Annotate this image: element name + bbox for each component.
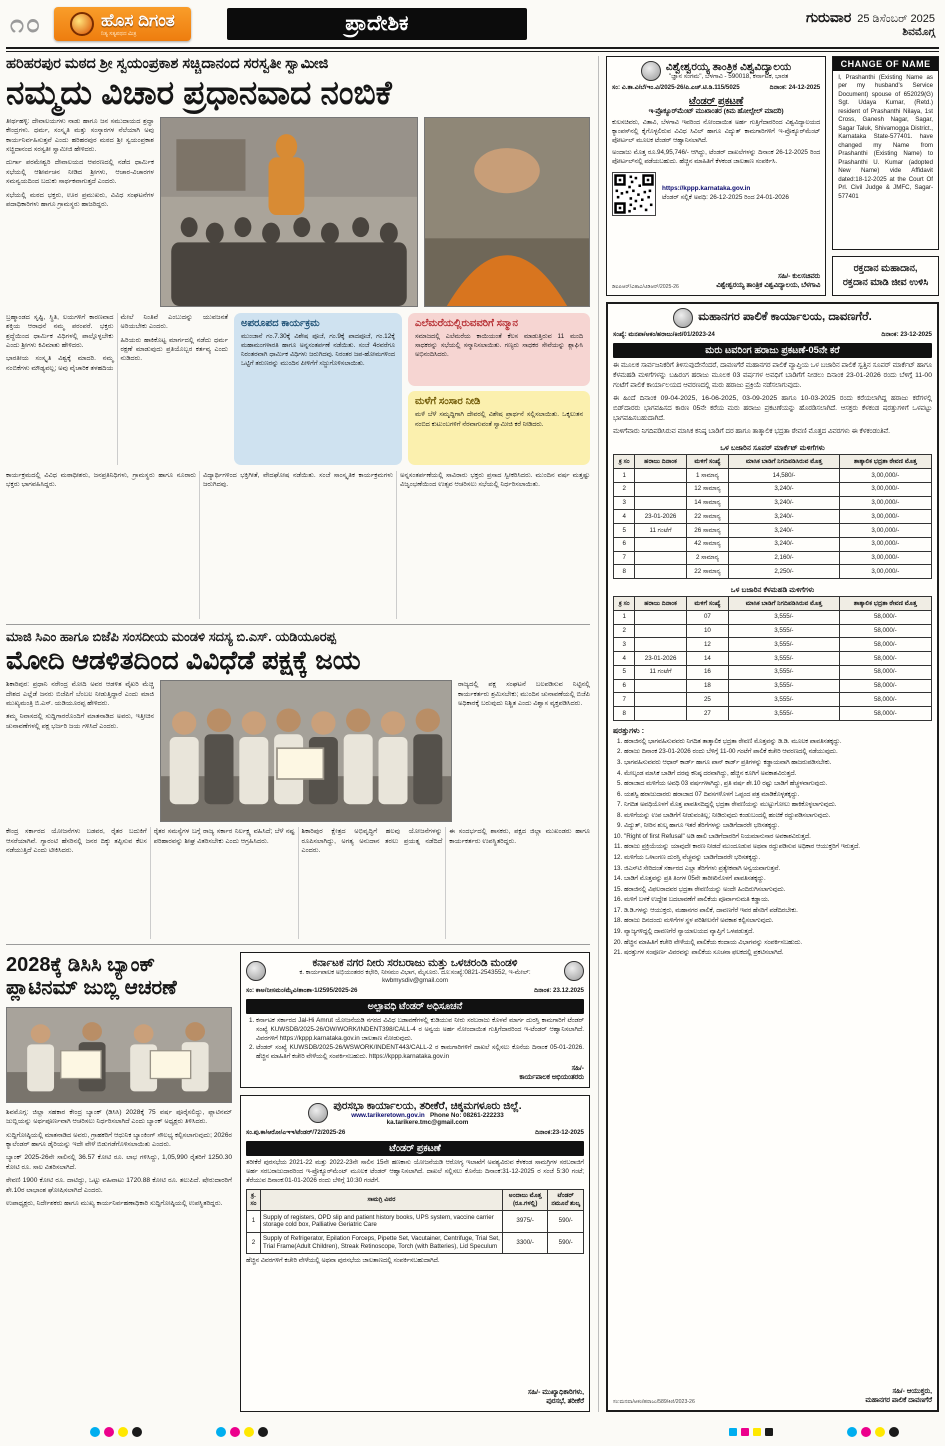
highlight-box-program (234, 313, 402, 465)
davangere-table-row: 7 25 3,555/- 58,000/- (614, 693, 932, 707)
kuwsdb-sign-title: ಕಾರ್ಯಪಾಲಕ ಅಭಿಯಂತರರು (519, 1073, 584, 1081)
article1-main-photo (160, 117, 418, 307)
highlight-box-title: ಮಳೆಗೆ ಸಂಸಾರ ನೀಡಿ (415, 396, 481, 408)
vtu-tender-notice (606, 56, 826, 296)
vtu-date: ದಿನಾಂಕ: 24-12-2025 (769, 84, 821, 92)
davangere-table-row: 6 42 ಸಾಮಾನ್ಯ 3,240/- 3,00,000/- (614, 537, 932, 551)
color-dot-icon (875, 1427, 885, 1437)
davangere-table-row: 2 10 3,555/- 58,000/- (614, 624, 932, 638)
article1-portrait-photo (424, 117, 590, 307)
section-divider (6, 624, 590, 625)
highlight-box-text: ಮಳೆ ಬೆಳೆ ಸಮೃದ್ಧಿಗಾಗಿ ದೇವರಲ್ಲಿ ವಿಶೇಷ ಪ್ರಾರ್ಥನೆ ಸಲ್ಲಿಸಲಾಯಿತು. ಒಕ್ಕಲುತನ ನಂಬಿದ ಕುಟುಂಬಗಳಿಗೆ ನೆರವಾಗುವಂತೆ ಸ್ವಾಮೀಜಿ ಕರೆ ನೀಡಿದರು. (415, 411, 583, 428)
tarikere-date: ದಿನಾಂಕ:23-12-2025 (535, 1128, 584, 1136)
blood-donation-line1: ರಕ್ತದಾನ ಮಹಾದಾನ, (853, 262, 918, 274)
tarikere-table-header: ಟೆಂಡರ್ ನಮೂನೆ ಶುಲ್ಕ (548, 1189, 584, 1211)
color-dot-icon (216, 1427, 226, 1437)
highlight-box-felicitation (408, 313, 590, 387)
davangere-table-header: ತಾತ್ಕಾಲಿಕ ಭದ್ರತಾ ಠೇವಣಿ ಮೊತ್ತ (839, 455, 931, 469)
color-dot-icon (244, 1427, 254, 1437)
section-divider (6, 944, 590, 945)
davangere-term-item: 13. ಜಿಎಸ್‌ಟಿ ಸೇರಿದಂತೆ ಸರ್ಕಾರದ ಎಲ್ಲಾ ತೆರಿಗೆಗಳು ಪ್ರತ್ಯೇಕವಾಗಿ ಅನ್ವಯವಾಗುತ್ತವೆ. (624, 864, 932, 873)
davangere-terms-list (624, 737, 932, 959)
logo-sun-emblem-icon (70, 12, 94, 36)
qr-code-icon (612, 172, 656, 216)
davangere-intro (613, 361, 932, 440)
article2-paragraph: ರಾಜ್ಯದಲ್ಲಿ ಪಕ್ಷ ಸಂಘಟನೆ ಬಲಪಡಿಸುವ ನಿಟ್ಟಿನಲ್ಲಿ ಕಾರ್ಯಕರ್ತರು ಶ್ರಮಿಸಬೇಕು; ಮುಂದಿನ ಚುನಾವಣೆಯಲ್ಲಿ ಬಿಜೆಪಿ ಅಧಿಕಾರಕ್ಕೆ ಬರುವುದು ನಿಶ್ಚಿತ ಎಂದು ವಿಶ್ವಾಸ ವ್ಯಕ್ತಪಡಿಸಿದರು. (458, 681, 590, 707)
tarikere-table-row: 1 Supply of registers, OPD slip and patient history books, UPS system, vaccine carrier storage cold box, Palliative Geriatric Care 3975/- 590/- (247, 1211, 584, 1233)
davangere-intro-paragraph: ಈ ಮೂಲಕ ಸಾರ್ವಜನಿಕರಿಗೆ ತಿಳಿಸುವುದೇನೆಂದರೆ, ದಾವಣಗೆರೆ ಮಹಾನಗರ ಪಾಲಿಕೆ ವ್ಯಾಪ್ತಿಯ ಒಳ ಬಜಾರಿನ ಪಾಲಿಕೆ ಸ್ವತ್ತಿನ ಸೂಪರ್ ಮಾರ್ಕೆಟ್ ಹಾಗೂ ಕೆಳಮಹಡಿ ಮಳಿಗೆಗಳನ್ನು ಬಹಿರಂಗ ಹರಾಜು ಮೂಲಕ 03 ವರ್ಷಗಳ ಅವಧಿಗೆ ಬಾಡಿಗೆಗೆ ನೀಡಲು ದಿನಾಂಕ 23-01-2026 ರಂದು ಬೆಳಿಗ್ಗೆ 11-00 ಗಂಟೆಗೆ ಪಾಲಿಕೆ ಕಾರ್ಯಾಲಯದ ಆವರಣದಲ್ಲಿ ಮರು ಹರಾಜು ಪ್ರಕ್ರಿಯೆ ನಡೆಸಲಾಗುವುದು. (613, 362, 932, 390)
cmyk-dots-left-1 (88, 1427, 144, 1437)
blood-donation-appeal (832, 256, 939, 297)
davangere-term-item: 20. ಹೆಚ್ಚಿನ ಮಾಹಿತಿಗೆ ಕಚೇರಿ ವೇಳೆಯಲ್ಲಿ ಪಾಲಿಕೆಯ ಕಂದಾಯ ವಿಭಾಗವನ್ನು ಸಂಪರ್ಕಿಸಬಹುದು. (624, 938, 932, 947)
davangere-ref-number: ಸಂಖ್ಯೆ: ಮನಪಾ/ಆಕಂ/ಹರಾಜು/ಕಿಣಿ/01/2023-24 (613, 331, 715, 338)
article2-paragraph: ರೈತರ ಸಮಸ್ಯೆಗಳ ಬಗ್ಗೆ ರಾಜ್ಯ ಸರ್ಕಾರ ನಿರ್ಲಕ್ಷ್ಯ ವಹಿಸಿದೆ; ಬೆಳೆ ನಷ್ಟ ಪರಿಹಾರವನ್ನು ಶೀಘ್ರ ವಿತರಿಸಬೇಕು ಎಂದು ಆಗ್ರಹಿಸಿದರು. (153, 828, 295, 845)
article3-photo (6, 1007, 232, 1103)
article2-paragraph: ಶಿಕಾರಿಪುರ ಕ್ಷೇತ್ರದ ಅಭಿವೃದ್ಧಿಗೆ ಹಲವು ಯೋಜನೆಗಳನ್ನು ರೂಪಿಸಲಾಗಿದ್ದು, ಅಗತ್ಯ ಅನುದಾನ ತರಲು ಪ್ರಯತ್ನ ನಡೆದಿದೆ ಎಂದರು. (301, 828, 443, 854)
article3-paragraph: ಉಪಾಧ್ಯಕ್ಷರು, ನಿರ್ದೇಶಕರು ಹಾಗೂ ಮುಖ್ಯ ಕಾರ್ಯನಿರ್ವಹಣಾಧಿಕಾರಿ ಸುದ್ದಿಗೋಷ್ಠಿಯಲ್ಲಿ ಉಪಸ್ಥಿತರಿದ್ದರು. (6, 1199, 223, 1207)
davangere-sign-title: ಮಹಾನಗರ ಪಾಲಿಕೆ ದಾವಣಗೆರೆ (865, 1397, 932, 1405)
davangere-term-item: 8. ಮಳಿಗೆಯನ್ನು ಉಪ ಬಾಡಿಗೆಗೆ ನೀಡುವಂತಿಲ್ಲ; ನೀಡಿರುವುದು ಕಂಡುಬಂದಲ್ಲಿ ಹಂಚಿಕೆ ರದ್ದುಪಡಿಸಲಾಗುವುದು. (624, 811, 932, 820)
crowd-photo-illustration (161, 118, 417, 306)
tarikere-table-header: ಸಾಮಗ್ರಿ ವಿವರ (261, 1189, 503, 1211)
highlight-box-title: ಅಪರೂಪದ ಕಾರ್ಯಕ್ರಮ (241, 317, 320, 329)
kuwsdb-office-address: ಕ. ಕಾರ್ಯಪಾಲಕ ಅಭಿಯಂತರರ ಕಛೇರಿ, ನೀಸಮಂ ವಿಭಾಗ, ಮೈಸೂರು. ದೂ:ಸಂಖ್ಯೆ:0821-2543552, ಇ-ಮೇಲ್: kwbmysdiv@gmail.com (299, 969, 531, 985)
article3-paragraph: ಠೇವಣಿ 1900 ಕೋಟಿ ರೂ. ದಾಟಿದ್ದು, ಒಟ್ಟು ವಹಿವಾಟು 1720.88 ಕೋಟಿ ರೂ. ತಲುಪಿದೆ. ಷೇರುದಾರರಿಗೆ ಶೇ.10ರ ಲಾಭಾಂಶ ಘೋಷಿಸಲಾಗಿದೆ ಎಂದರು. (6, 1177, 232, 1194)
davangere-intro-paragraph: ಮಳಿಗೆವಾರು ನಿಗದಿಪಡಿಸಿರುವ ಮಾಸಿಕ ಕನಿಷ್ಠ ಬಾಡಿಗೆ ದರ ಹಾಗೂ ತಾತ್ಕಾಲಿಕ ಭದ್ರತಾ ಠೇವಣಿ ಮೊತ್ತದ ವಿವರಗಳು ಈ ಕೆಳಕಂಡಂತಿವೆ. (613, 428, 891, 436)
politicians-photo-illustration (161, 681, 451, 821)
color-square-icon (765, 1428, 773, 1436)
vtu-portal-link[interactable]: https://kppp.karnataka.gov.in (662, 184, 751, 192)
mid-ads-column (240, 952, 590, 1412)
davangere-term-item: 14. ಬಾಡಿಗೆ ಮೊತ್ತವನ್ನು ಪ್ರತಿ ತಿಂಗಳ 05ನೇ ತಾರೀಖಿನೊಳಗೆ ಪಾವತಿಸತಕ್ಕದ್ದು. (624, 874, 932, 883)
color-dot-icon (847, 1427, 857, 1437)
davangere-groundfloor-table (613, 596, 932, 721)
vtu-org-name: ವಿಶ್ವೇಶ್ವರಯ್ಯ ತಾಂತ್ರಿಕ ವಿಶ್ವವಿದ್ಯಾಲಯ (665, 61, 792, 73)
page-number: ೧೦ (10, 9, 43, 38)
vtu-ref-number: ಸಂ: ವಿ.ತಾ.ವಿ/ಬೆ/ಇಂ.ವಿ/2025-26/ಪಿ.ಎಚ್.ಟಿ.ಡಿ.115/5025 (612, 84, 740, 92)
article1-paragraph: ವಿದ್ಯಾರ್ಥಿಗಳಿಂದ ಭಕ್ತಿಗೀತೆ, ವೇದಘೋಷ ನಡೆಯಿತು. ಸಂಜೆ ಸಾಂಸ್ಕೃತಿಕ ಕಾರ್ಯಕ್ರಮಗಳು ಜರುಗಿದವು. (203, 471, 393, 489)
kuwsdb-tender-notice (240, 952, 590, 1087)
davangere-term-item: 5. ಹರಾಜಾದ ಮಳಿಗೆಯ ಅವಧಿ 03 ವರ್ಷಗಳಾಗಿದ್ದು, ಪ್ರತಿ ವರ್ಷ ಶೇ.10 ರಷ್ಟು ಬಾಡಿಗೆ ಹೆಚ್ಚಳವಾಗುವುದು. (624, 779, 932, 788)
article1-paragraph: ಕಾರ್ಯಕ್ರಮದಲ್ಲಿ ವಿವಿಧ ಮಠಾಧೀಶರು, ಜನಪ್ರತಿನಿಧಿಗಳು, ಗ್ರಾಮಸ್ಥರು ಹಾಗೂ ನೂರಾರು ಭಕ್ತರು ಭಾಗವಹಿಸಿದ್ದರು. (6, 471, 196, 489)
tarikere-intro: ತರೀಕೆರೆ ಪುರಸಭೆಯ 2021-22 ಮತ್ತು 2022-23ನೇ ಸಾಲಿನ 15ನೇ ಹಣಕಾಸು ಯೋಜನೆಯಡಿ ಆರೋಗ್ಯ ಇಲಾಖೆಗೆ ಅವಶ್ಯವಿರುವ ಕೆಳಕಂಡ ಸಾಮಗ್ರಿಗಳ ಸರಬರಾಜಿಗೆ ಅರ್ಹ ಸರಬರಾಜುದಾರರಿಂದ ಇ-ಪ್ರೊಕ್ಯೂರ್‌ಮೆಂಟ್ ಮೂಲಕ ಟೆಂಡರ್ ಆಹ್ವಾನಿಸಲಾಗಿದೆ. ದಾಖಲೆ ಸಲ್ಲಿಸಲು ಕೊನೆಯ ದಿನಾಂಕ:31-12-2025 ರ ಸಂಜೆ 5:30 ಗಂಟೆ; ತೆರೆಯುವ ದಿನಾಂಕ:01-01-2026 ರಂದು ಬೆಳಿಗ್ಗೆ 10:30 ಗಂಟೆಗೆ. (246, 1158, 584, 1184)
color-dot-icon (118, 1427, 128, 1437)
davangere-table-header: ಮಳಿಗೆ ಸಂಖ್ಯೆ (686, 597, 728, 611)
tarikere-table-header: ಅಂದಾಜು ಮೊತ್ತ (ರೂ.ಗಳಲ್ಲಿ) (503, 1189, 548, 1211)
davangere-table-header-row (614, 455, 932, 469)
davangere-term-item: 19. ವ್ಯಾಜ್ಯಗಳಿದ್ದಲ್ಲಿ ದಾವಣಗೆರೆ ನ್ಯಾಯಾಲಯದ ವ್ಯಾಪ್ತಿಗೆ ಒಳಪಡುತ್ತದೆ. (624, 927, 932, 936)
print-registration-marks (0, 1427, 945, 1437)
vtu-tender-period: ಟೆಂಡರ್ ಸಲ್ಲಿಕೆ ಅವಧಿ: 26-12-2025 ರಿಂದ 24-01-2026 (662, 193, 789, 201)
highlight-box-text: ಮುಂಜಾನೆ ಗಂ.7.30ಕ್ಕೆ ವಿಶೇಷ ಪೂಜೆ, ಗಂ.9ಕ್ಕೆ ಪಾದಪೂಜೆ, ಗಂ.12ಕ್ಕೆ ಮಹಾಮಂಗಳಾರತಿ ಹಾಗೂ ಅನ್ನಸಂತರ್ಪಣೆ ನಡೆಯಿತು. ಸಂಜೆ 4ರವರೆಗೂ ನಿರಂತರವಾಗಿ ಧಾರ್ಮಿಕ ವಿಧಿಗಳು ಜರುಗಿದವು. ನಿರಂತರ ಜಪ-ಹೋಮಗಳಿಂದ ಒಟ್ಟಿಗೆ ತರುಣರನ್ನು ಮುಂದಿನ ಪೀಳಿಗೆಗೆ ಸಜ್ಜುಗೊಳಿಸಲಾಯಿತು. (241, 332, 395, 368)
tarikere-items-table (246, 1189, 584, 1255)
color-dot-icon (889, 1427, 899, 1437)
davangere-sign: ಸಹಿ/- ಆಯುಕ್ತರು, (892, 1388, 932, 1396)
edition-name: ಶಿವಮೊಗ್ಗ (902, 26, 935, 39)
davangere-intro-paragraph: ಈ ಹಿಂದೆ ದಿನಾಂಕ 09-04-2025, 16-06-2025, 03-09-2025 ಹಾಗೂ 10-03-2025 ರಂದು ಕರೆಯಲಾಗಿದ್ದ ಹರಾಜು ಕರೆಗಳಲ್ಲಿ ಬಿಡ್‌ದಾರರು ಭಾಗವಹಿಸದ ಕಾರಣ 05ನೇ ಕರೆಯ ಮರು ಹರಾಜು ಪ್ರಕಟಣೆಯನ್ನು ಹೊರಡಿಸಲಾಗಿದೆ. ಆಸಕ್ತರು ಕೆಳಕಂಡ ಷರತ್ತುಗಳಿಗೆ ಒಳಪಟ್ಟು ಭಾಗವಹಿಸಬಹುದಾಗಿದೆ. (613, 395, 932, 423)
davangere-table-row: 4 23-01-2026 14 3,555/- 58,000/- (614, 652, 932, 666)
article3-body (6, 1108, 232, 1412)
blood-donation-line2: ರಕ್ತದಾನ ಮಾಡಿ ಜೀವ ಉಳಿಸಿ (842, 276, 929, 288)
newspaper-logo (54, 7, 191, 41)
tarikere-email: ka.tarikere.tmc@gmail.com (386, 1118, 469, 1126)
press-meet-photo-illustration (7, 1008, 231, 1102)
vtu-footnote: ಡಿಐಪಿಆರ್/ವಿತಾವಿ/ಟಿಡಿಆರ್/2025-26 (612, 284, 679, 290)
article3-paragraph: ಶಿವಮೊಗ್ಗ: ಜಿಲ್ಲಾ ಸಹಕಾರ ಕೇಂದ್ರ ಬ್ಯಾಂಕ್ (ಡಿಸಿಸಿ) 2028ಕ್ಕೆ 75 ವರ್ಷ ಪೂರೈಸಲಿದ್ದು, ಪ್ಲಾಟಿನಮ್ ಜುಬ್ಲಿಯನ್ನು ಅರ್ಥಪೂರ್ಣವಾಗಿ ಆಚರಿಸಲು ನಿರ್ಧರಿಸಲಾಗಿದೆ ಎಂದು ಬ್ಯಾಂಕ್ ಅಧ್ಯಕ್ಷರು ತಿಳಿಸಿದರು. (6, 1109, 232, 1126)
tarikere-note: ಹೆಚ್ಚಿನ ವಿವರಗಳಿಗೆ ಕಚೇರಿ ವೇಳೆಯಲ್ಲಿ ಅಥವಾ ಪುರಸಭೆಯ ಜಾಲತಾಣದಲ್ಲಿ ಸಂಪರ್ಕಿಸಬಹುದಾಗಿದೆ. (246, 1257, 440, 1264)
article3-headline: 2028ಕ್ಕೆ ಡಿಸಿಸಿ ಬ್ಯಾಂಕ್ ಪ್ಲಾಟಿನಮ್ ಜುಬ್ಲಿ ಆಚರಣೆ (6, 954, 177, 999)
davangere-table-row: 5 11 ಗಂಟೆಗೆ 16 3,555/- 58,000/- (614, 665, 932, 679)
article1-paragraph: ಅನ್ನಸಂತರ್ಪಣೆಯಲ್ಲಿ ಸಾವಿರಾರು ಭಕ್ತರು ಪ್ರಸಾದ ಸ್ವೀಕರಿಸಿದರು. ಮುಂದಿನ ವರ್ಷ ಮತ್ತಷ್ಟು ವಿಜೃಂಭಣೆಯಿಂದ ಉತ್ಸವ ಆಚರಿಸಲು ಸಭೆಯಲ್ಲಿ ನಿರ್ಧರಿಸಲಾಯಿತು. (400, 471, 590, 489)
davangere-table-header: ಕ್ರ ಸಂ (614, 597, 635, 611)
article-swamiji (6, 56, 590, 619)
davangere-date: ದಿನಾಂಕ: 23-12-2025 (881, 331, 932, 338)
davangere-table-row: 1 07 3,555/- 58,000/- (614, 610, 932, 624)
article2-paragraph: ಶಿಕಾರಿಪುರ: ಪ್ರಧಾನಿ ನರೇಂದ್ರ ಮೋದಿ ಅವರ ಆಡಳಿತ ವೈಖರಿ ಮೆಚ್ಚಿ ದೇಶದ ಎಲ್ಲೆಡೆ ಜನರು ಬಿಜೆಪಿಗೆ ಬೆಂಬಲ ನೀಡುತ್ತಿದ್ದಾರೆ ಎಂದು ಮಾಜಿ ಮುಖ್ಯಮಂತ್ರಿ ಬಿ.ಎಸ್. ಯಡಿಯೂರಪ್ಪ ಹೇಳಿದರು. (6, 681, 154, 707)
davangere-supermarket-table (613, 454, 932, 579)
vtu-address: "ಜ್ಞಾನ ಸಂಗಮ", ಬೆಳಗಾವಿ - 590018, ಕರ್ನಾಟಕ, ಭಾರತ (668, 73, 789, 81)
davangere-terms-title: ಷರತ್ತುಗಳು : (613, 725, 645, 735)
davangere-table1-body (614, 469, 932, 579)
davangere-table-row: 3 12 3,555/- 58,000/- (614, 638, 932, 652)
change-of-name-header: CHANGE OF NAME (833, 57, 938, 71)
davangere-table2-body (614, 610, 932, 720)
article-dcc-bank (6, 952, 232, 1412)
header-rule (6, 47, 939, 52)
article2-headline: ಮೋದಿ ಆಡಳಿತದಿಂದ ವಿವಿಧೆಡೆ ಪಕ್ಷಕ್ಕೆ ಜಯ (6, 644, 361, 675)
vtu-sign-title: ವಿಶ್ವೇಶ್ವರಯ್ಯ ತಾಂತ್ರಿಕ ವಿಶ್ವವಿದ್ಯಾಲಯ, ಬೆಳಗಾವಿ (716, 282, 821, 290)
tarikere-website-link[interactable]: www.tarikeretown.gov.in (351, 1111, 425, 1119)
davangere-table1-caption: ಒಳ ಬಜಾರಿನ ಸೂಪರ್ ಮಾರ್ಕೆಟ್ ಮಳಿಗೆಗಳು (720, 443, 825, 453)
cmyk-dots-right (845, 1427, 901, 1437)
davangere-table2-caption: ಒಳ ಬಜಾರಿನ ಕೆಳಮಹಡಿ ಮಳಿಗೆಗಳು (730, 585, 815, 595)
article1-paragraph: ದುರ್ಗಾ ಪರಮೇಶ್ವರಿ ದೇವಾಲಯದ ಆವರಣದಲ್ಲಿ ನಡೆದ ಧಾರ್ಮಿಕ ಸಭೆಯಲ್ಲಿ ಆಶೀರ್ವಚನ ನೀಡಿದ ಶ್ರೀಗಳು, ಆಚಾರ-ವಿಚಾರಗಳ ಸಮನ್ವಯದಿಂದ ಬದುಕು ಸಾರ್ಥಕವಾಗುತ್ತದೆ ಎಂದರು. (6, 159, 154, 186)
color-square-icon (753, 1428, 761, 1436)
vtu-sign: ಸಹಿ/- ಕುಲಸಚಿವರು (777, 273, 821, 281)
article1-paragraph: ಹಿರಿಯರು ಹಾಕಿಕೊಟ್ಟ ಮಾರ್ಗದಲ್ಲಿ ನಡೆದು ಧರ್ಮ ರಕ್ಷಣೆ ಮಾಡುವುದು ಪ್ರತಿಯೊಬ್ಬರ ಕರ್ತವ್ಯ ಎಂದು ನುಡಿದರು. (120, 336, 228, 363)
article1-paragraph: ಬ್ರಹ್ಮಾಂಡದ ಸೃಷ್ಟಿ, ಸ್ಥಿತಿ, ಲಯಗಳಿಗೆ ಕಾರಣವಾದ ಶಕ್ತಿಯ ಆರಾಧನೆ ನಮ್ಮ ಪರಂಪರೆ. ಭಕ್ತರು ಶ್ರದ್ಧೆಯಿಂದ ಧಾರ್ಮಿಕ ವಿಧಿಗಳಲ್ಲಿ ಪಾಲ್ಗೊಳ್ಳಬೇಕು ಎಂದು ಶ್ರೀಗಳು ಕಿವಿಮಾತು ಹೇಳಿದರು. (6, 313, 114, 350)
article2-left-column (6, 680, 154, 822)
tarikere-table-header: ಕ್ರ. ಸಂ (247, 1189, 261, 1211)
cmyk-dots-left-2 (214, 1427, 270, 1437)
section-title: ಪ್ರಾದೇಶಿಕ (227, 8, 527, 40)
editorial-region (6, 56, 590, 1412)
davangere-term-item: 15. ಹರಾಜಿನಲ್ಲಿ ವಿಫಲರಾದವರ ಭದ್ರತಾ ಠೇವಣಿಯನ್ನು ಅಂದೇ ಹಿಂದಿರುಗಿಸಲಾಗುವುದು. (624, 885, 932, 894)
newspaper-title: ಹೊಸ ದಿಗಂತ (101, 10, 175, 30)
davangere-table-row: 4 23-01-2026 22 ಸಾಮಾನ್ಯ 3,240/- 3,00,000/- (614, 510, 932, 524)
davangere-table-header: ಕ್ರ ಸಂ (614, 455, 635, 469)
vtu-emblem-icon (641, 61, 661, 81)
tarikere-table-header-row (247, 1189, 584, 1211)
davangere-notice-title: ಮರು ಟವರಿಂಗ ಹರಾಜು ಪ್ರಕಟಣೆ-05ನೇ ಕರೆ (613, 343, 932, 358)
vtu-notice-title: ಟೆಂಡರ್ ಪ್ರಕಟಣೆ (689, 96, 744, 108)
davangere-term-item: 2. ಹರಾಜು ದಿನಾಂಕ 23-01-2026 ರಂದು ಬೆಳಿಗ್ಗೆ 11-00 ಗಂಟೆಗೆ ಪಾಲಿಕೆ ಕಚೇರಿ ಆವರಣದಲ್ಲಿ ನಡೆಯುವುದು. (624, 747, 932, 756)
davangere-term-item: 17. ಡಿ.ಡಿ.ಗಳನ್ನು ಆಯುಕ್ತರು, ಮಹಾನಗರ ಪಾಲಿಕೆ, ದಾವಣಗೆರೆ ಇವರ ಹೆಸರಿಗೆ ಪಡೆದಿರಬೇಕು. (624, 906, 932, 915)
article1-mid-columns (6, 313, 228, 465)
change-of-name-text: I, Prashanthi (Existing Name as per my husband's Service Document) spouse of 652029(G) Sgt. Udaya Kumar, (Retd.) resident of Prashanthi Nilaya, 1st Cross, Ganesh Nagar, Sagar, Sagar Taluk, Shivamogga District., Karnataka State-577401. have changed my Name from Prashanthi (Existing Name) to Prashanthi U. Kumar (adopted New Name) vide Affidavit dated:18-12-2025 at the Court Of Prl. Civil Judge & JMFC, Sagar-577401 (838, 74, 933, 200)
article1-paragraph: ತೀರ್ಥಹಳ್ಳಿ: ದೇವಾಲಯಗಳು ನಾಡು ಹಾಗೂ ಜನ ಸಮುದಾಯದ ಶ್ರದ್ಧಾ ಕೇಂದ್ರಗಳು. ಧರ್ಮ, ಸಂಸ್ಕೃತಿ ಮತ್ತು ಸಂಸ್ಕಾರಗಳ ನೆಲೆಯಾಗಿ ಅವು ಕಾರ್ಯನಿರ್ವಹಿಸುತ್ತವೆ ಎಂದು ಹರಿಹರಪುರ ಮಠದ ಶ್ರೀ ಸ್ವಯಂಪ್ರಕಾಶ ಸಚ್ಚಿದಾನಂದ ಸರಸ್ವತೀ ಸ್ವಾಮೀಜಿ ಹೇಳಿದರು. (6, 117, 154, 154)
tarikere-org-name: ಪುರಸಭಾ ಕಾರ್ಯಾಲಯ, ತರೀಕೆರೆ, ಚಿಕ್ಕಮಗಳೂರು ಜಿಲ್ಲೆ. (333, 1099, 522, 1112)
color-dot-icon (104, 1427, 114, 1437)
davangere-term-item: 7. ನಿಗದಿತ ಅವಧಿಯೊಳಗೆ ಮೊತ್ತ ಪಾವತಿಸದಿದ್ದಲ್ಲಿ ಭದ್ರತಾ ಠೇವಣಿಯನ್ನು ಮುಟ್ಟುಗೋಲು ಹಾಕಿಕೊಳ್ಳಲಾಗುವುದು. (624, 800, 932, 809)
color-dot-icon (861, 1427, 871, 1437)
article2-paragraph: ಈ ಸಂದರ್ಭದಲ್ಲಿ ಶಾಸಕರು, ಪಕ್ಷದ ಜಿಲ್ಲಾ ಮುಖಂಡರು ಹಾಗೂ ಕಾರ್ಯಕರ್ತರು ಉಪಸ್ಥಿತರಿದ್ದರು. (449, 828, 590, 845)
davangere-term-item: 11. ಹರಾಜು ಪ್ರಕ್ರಿಯೆಯನ್ನು ಯಾವುದೇ ಕಾರಣ ನೀಡದೆ ಮುಂದೂಡುವ ಅಥವಾ ರದ್ದುಪಡಿಸುವ ಅಧಿಕಾರ ಆಯುಕ್ತರಿಗೆ ಇರುತ್ತದೆ. (624, 842, 932, 851)
davangere-term-item: 12. ಮಳಿಗೆಯ ಒಳಾಂಗಣ ದುರಸ್ತಿ ವೆಚ್ಚವನ್ನು ಬಾಡಿಗೆದಾರರೇ ಭರಿಸತಕ್ಕದ್ದು. (624, 853, 932, 862)
newspaper-tagline: ನಿತ್ಯ ಸತ್ಯಪಥದ ಮಿತ್ರ (101, 30, 137, 37)
article1-lead-column (6, 117, 154, 307)
davangere-term-item: 10. "Right of first Refusal" ಅಡಿ ಹಾಲಿ ಬಾಡಿಗೆದಾರರಿಗೆ ನಿಯಮಾನುಸಾರ ಅವಕಾಶವಿರುತ್ತದೆ. (624, 832, 932, 841)
davangere-org-name: ಮಹಾನಗರ ಪಾಲಿಕೆ ಕಾರ್ಯಾಲಯ, ದಾವಣಗೆರೆ. (698, 311, 872, 324)
masthead (0, 3, 945, 45)
article3-paragraph: ಬ್ಯಾಂಕ್ 2025-26ನೇ ಸಾಲಿನಲ್ಲಿ 36.57 ಕೋಟಿ ರೂ. ಲಾಭ ಗಳಿಸಿದ್ದು, 1,05,990 ರೈತರಿಗೆ 1250.30 ಕೋಟಿ ರೂ. ಸಾಲ ವಿತರಿಸಲಾಗಿದೆ. (6, 1154, 232, 1171)
article3-paragraph: ಸುದ್ದಿಗೋಷ್ಠಿಯಲ್ಲಿ ಮಾತನಾಡಿದ ಅವರು, ಗ್ರಾಹಕರಿಗೆ ಆಧುನಿಕ ಬ್ಯಾಂಕಿಂಗ್ ಸೌಲಭ್ಯ ಕಲ್ಪಿಸಲಾಗುವುದು; 2026ರ ಕ್ಯಾಲೆಂಡರ್ ಹಾಗೂ ಡೈರಿಯನ್ನು ಇದೇ ವೇಳೆ ಬಿಡುಗಡೆಗೊಳಿಸಲಾಯಿತು ಎಂದರು. (6, 1131, 232, 1149)
kuwsdb-right-emblem-icon (564, 961, 584, 981)
color-dot-icon (258, 1427, 268, 1437)
tarikere-tender-notice (240, 1095, 590, 1412)
tarikere-notice-title: ಟೆಂಡರ್ ಪ್ರಕಟಣೆ (246, 1141, 584, 1156)
davangere-table-header: ಮಾಸಿಕ ಬಾಡಿಗೆ ನಿಗದಿಪಡಿಸಿರುವ ಮೊತ್ತ (729, 455, 839, 469)
davangere-auction-notice (606, 302, 939, 1412)
kuwsdb-date: ದಿನಾಂಕ: 23.12.2025 (534, 987, 584, 995)
highlight-box-text: ಸಮಾಜದಲ್ಲಿ ಎಲೆಮರೆಯ ಕಾಯಿಯಂತೆ ಕೆಲಸ ಮಾಡುತ್ತಿರುವ 11 ಮಂದಿ ಸಾಧಕರನ್ನು ಸಭೆಯಲ್ಲಿ ಸನ್ಮಾನಿಸಲಾಯಿತು. ಗಣ್ಯರು ಸಾಧಕರ ಸೇವೆಯನ್ನು ಶ್ಲಾಘಿಸಿ ಅಭಿನಂದಿಸಿದರು. (415, 332, 583, 359)
davangere-table-row: 7 2 ಸಾಮಾನ್ಯ 2,160/- 3,00,000/- (614, 551, 932, 565)
kuwsdb-item: 1. ಕರ್ನಾಟಕ ಸರ್ಕಾರದ Jal-Hi Amrut ಯೋಜನೆಯಡಿ ನಗರದ ವಿವಿಧ ಬಡಾವಣೆಗಳಲ್ಲಿ ಕುಡಿಯುವ ನೀರು ಸರಬರಾಜು ಕೊಳವೆ ಮಾರ್ಗ ದುರಸ್ತಿ ಕಾಮಗಾರಿಗೆ ಟೆಂಡರ್ ಸಂಖ್ಯೆ KUWSDB/2025-26/OW/WORK/INDENT398/CALL-4 ರ ಅನ್ವಯ ಅರ್ಹ ನೋಂದಾಯಿತ ಗುತ್ತಿಗೆದಾರರಿಂದ ಇ-ಟೆಂಡರ್ ಆಹ್ವಾನಿಸಲಾಗಿದೆ. ವಿವರಗಳಿಗೆ https://kppp.karnataka.gov.in ಜಾಲತಾಣ ನೋಡುವುದು. (256, 1017, 584, 1044)
davangere-table-row: 2 12 ಸಾಮಾನ್ಯ 3,240/- 3,00,000/- (614, 482, 932, 496)
davangere-term-item: 9. ವಿದ್ಯುತ್, ನೀರಿನ ಶುಲ್ಕ ಹಾಗೂ ಇತರೆ ತೆರಿಗೆಗಳನ್ನು ಬಾಡಿಗೆದಾರರೇ ಭರಿಸತಕ್ಕದ್ದು. (624, 821, 932, 830)
vtu-body-2: ಅಂದಾಜು ಮೊತ್ತ ರೂ.94,95,746/- ಆಗಿದ್ದು, ಟೆಂಡರ್ ದಾಖಲೆಗಳನ್ನು ದಿನಾಂಕ 26-12-2025 ರಿಂದ ಪೋರ್ಟಲ್‌ನಲ್ಲಿ ಪಡೆಯಬಹುದು. ಹೆಚ್ಚಿನ ಮಾಹಿತಿಗೆ ಕೆಳಕಂಡ ಜಾಲತಾಣ ಸಂಪರ್ಕಿಸಿ. (612, 148, 821, 165)
ads-region (598, 56, 939, 1412)
davangere-term-item: 1. ಹರಾಜಿನಲ್ಲಿ ಭಾಗವಹಿಸುವವರು ನಿಗದಿತ ತಾತ್ಕಾಲಿಕ ಭದ್ರತಾ ಠೇವಣಿ ಮೊತ್ತವನ್ನು ಡಿ.ಡಿ. ಮೂಲಕ ಪಾವತಿಸತಕ್ಕದ್ದು. (624, 737, 932, 746)
publish-date: 25 ಡಿಸೆಂಬರ್ 2025 (857, 12, 935, 25)
cmyk-squares-right (727, 1428, 775, 1436)
kuwsdb-sign: ಸಹಿ/- (571, 1064, 584, 1072)
weekday: ಗುರುವಾರ (806, 8, 852, 25)
davangere-term-item: 18. ಹರಾಜು ದಿನದಂದು ಮಳಿಗೆಗಳ ಸ್ಥಳ ಪರಿಶೀಲನೆಗೆ ಅವಕಾಶ ಕಲ್ಪಿಸಲಾಗುವುದು. (624, 916, 932, 925)
article2-bottom-columns (6, 827, 590, 939)
davangere-table-header: ಹರಾಜು ದಿನಾಂಕ (635, 597, 686, 611)
kuwsdb-ref-number: ಸಂ: ಕಾಅ/ನೀಸಮಂ/ಮೈವಿ/ತಾಂಶಾ-1/2595/2025-26 (246, 987, 358, 995)
davangere-table-row: 3 14 ಸಾಮಾನ್ಯ 3,240/- 3,00,000/- (614, 496, 932, 510)
color-square-icon (729, 1428, 737, 1436)
highlight-box-title: ಎಲೆಮರೆಯಲ್ಲಿರುವವರಿಗೆ ಸನ್ಮಾನ (415, 317, 518, 329)
article1-paragraph: ಸಭೆಯಲ್ಲಿ ಮಠದ ಭಕ್ತರು, ಊರ ಪ್ರಮುಖರು, ವಿವಿಧ ಸಂಘಟನೆಗಳ ಪದಾಧಿಕಾರಿಗಳು ಹಾಗೂ ಗ್ರಾಮಸ್ಥರು ಹಾಜರಿದ್ದರು. (6, 191, 154, 208)
swamiji-portrait-illustration (425, 118, 589, 306)
color-dot-icon (230, 1427, 240, 1437)
davangere-table-row: 8 22 ಸಾಮಾನ್ಯ 2,250/- 3,00,000/- (614, 565, 932, 579)
davangere-table-row: 1 1 ಸಾಮಾನ್ಯ 14,580/- 3,00,000/- (614, 469, 932, 483)
davangere-table-row: 8 27 3,555/- 58,000/- (614, 707, 932, 721)
article2-group-photo (160, 680, 452, 822)
highlight-box-rain (408, 391, 590, 465)
davangere-table-row: 6 18 3,555/- 58,000/- (614, 679, 932, 693)
color-square-icon (741, 1428, 749, 1436)
davangere-term-item: 4. ಮೇಲ್ಕಂಡ ಮಾಸಿಕ ಬಾಡಿಗೆ ದರವು ಕನಿಷ್ಠ ದರವಾಗಿದ್ದು, ಹೆಚ್ಚಿನ ಕೂಗಿಗೆ ಅವಕಾಶವಿರುತ್ತದೆ. (624, 769, 932, 778)
davangere-term-item: 21. ಷರತ್ತುಗಳ ಸಂಪೂರ್ಣ ವಿವರವನ್ನು ಪಾಲಿಕೆಯ ಸೂಚನಾ ಫಲಕದಲ್ಲಿ ಪ್ರಕಟಿಸಲಾಗಿದೆ. (624, 948, 932, 957)
date-block (806, 9, 935, 40)
davangere-table-header: ಮಾಸಿಕ ಬಾಡಿಗೆ ನಿಗದಿಪಡಿಸಿರುವ ಮೊತ್ತ (729, 597, 839, 611)
kuwsdb-notice-title: ಅಲ್ಪಾವಧಿ ಟೆಂಡರ್ ಅಧಿಸೂಚನೆ (246, 999, 584, 1014)
davangere-sign-ref: ಸಂ:ಮನಪಾ/ಆಕಂ/ಹರಾಜು/589/ಕಿಣಿ/2023-26 (613, 1399, 695, 1405)
article1-kicker: ಹರಿಹರಪುರ ಮಠದ ಶ್ರೀ ಸ್ವಯಂಪ್ರಕಾಶ ಸಚ್ಚಿದಾನಂದ ಸರಸ್ವತೀ ಸ್ವಾಮೀಜಿ (6, 56, 329, 72)
article1-tail-columns (6, 471, 590, 619)
article1-paragraph: ಭಾರತೀಯ ಸಂಸ್ಕೃತಿ ವಿಶ್ವಕ್ಕೆ ಮಾದರಿ. ನಮ್ಮ ನಂಬಿಕೆಗಳು ಮೌಢ್ಯವಲ್ಲ; ಅವು ವೈಚಾರಿಕ ತಳಹದಿಯ ಮೇಲೆ ನಿಂತಿವೆ ಎಂಬುದನ್ನು ಯುವಜನತೆ ಅರಿಯಬೇಕು ಎಂದರು. (6, 313, 228, 372)
color-dot-icon (132, 1427, 142, 1437)
article2-right-column (458, 680, 590, 822)
davangere-emblem-icon (673, 308, 693, 328)
davangere-table-header-row (614, 597, 932, 611)
article-yediyurappa (6, 630, 590, 939)
kuwsdb-org-name: ಕರ್ನಾಟಕ ನಗರ ನೀರು ಸರಬರಾಜು ಮತ್ತು ಒಳಚರಂಡಿ ಮಂಡಳಿ (312, 957, 518, 970)
tarikere-ref-number: ಸಂ.ಪು.ಕಾ/ಆರೋ/ಎಇಇ/ಟೆಂಡರ್/72/2025-26 (246, 1128, 346, 1136)
kuwsdb-item: 2. ಟೆಂಡರ್ ಸಂಖ್ಯೆ KUWSDB/2025-26/WSWORK/INDENT443/CALL-2 ರ ಕಾಮಗಾರಿಗಳಿಗೆ ದಾಖಲೆ ಸಲ್ಲಿಸಲು ಕೊನೆಯ ದಿನಾಂಕ 05-01-2026. ಹೆಚ್ಚಿನ ಮಾಹಿತಿಗೆ ಕಚೇರಿ ವೇಳೆಯಲ್ಲಿ ಸಂಪರ್ಕಿಸಬಹುದು. https://kppp.karnataka.gov.in (256, 1044, 584, 1062)
change-of-name-notice (832, 56, 939, 250)
davangere-term-item: 6. ಯಶಸ್ವಿ ಹರಾಜುದಾರರು ಹರಾಜಾದ 07 ದಿವಸಗಳೊಳಗೆ ಒಪ್ಪಂದ ಪತ್ರ ಮಾಡಿಕೊಳ್ಳತಕ್ಕದ್ದು. (624, 790, 932, 799)
davangere-table-header: ಮಳಿಗೆ ಸಂಖ್ಯೆ (686, 455, 729, 469)
article2-paragraph: ಕೇಂದ್ರ ಸರ್ಕಾರದ ಯೋಜನೆಗಳು ಬಡವರ, ರೈತರ ಬದುಕಿಗೆ ಆಸರೆಯಾಗಿವೆ. ಗ್ಯಾರಂಟಿ ಹೆಸರಿನಲ್ಲಿ ಜನರ ದಿಕ್ಕು ತಪ್ಪಿಸುವ ಕೆಲಸ ನಡೆಯುತ್ತಿದೆ ಎಂದು ಟೀಕಿಸಿದರು. (6, 828, 147, 854)
tarikere-phone: Phone No: 08261-222233 (429, 1111, 504, 1119)
tarikere-sign-title: ಪುರಸಭೆ, ತರೀಕೆರೆ (546, 1398, 584, 1406)
tarikere-table-body (247, 1211, 584, 1254)
article2-paragraph: ತಮ್ಮ ನಿವಾಸದಲ್ಲಿ ಸುದ್ದಿಗಾರರೊಂದಿಗೆ ಮಾತನಾಡಿದ ಅವರು, ಇತ್ತೀಚಿನ ಚುನಾವಣೆಗಳಲ್ಲಿ ಪಕ್ಷ ಭರ್ಜರಿ ಜಯ ಗಳಿಸಿದೆ ಎಂದರು. (6, 713, 154, 730)
davangere-table-header: ತಾತ್ಕಾಲಿಕ ಭದ್ರತಾ ಠೇವಣಿ ಮೊತ್ತ (839, 597, 931, 611)
kuwsdb-items (256, 1017, 584, 1062)
davangere-table-header: ಹರಾಜು ದಿನಾಂಕ (635, 455, 686, 469)
color-dot-icon (90, 1427, 100, 1437)
vtu-notice-subtitle: ಇ-ಪ್ರೊಕ್ಯೂರ್‌ಮೆಂಟ್ ಮುಖಾಂತರ (ಕಿಮ ಹೋಲ್ಸೇಲ್ ಮಾದರಿ) (648, 108, 784, 116)
article2-kicker: ಮಾಜಿ ಸಿಎಂ ಹಾಗೂ ಬಿಜೆಪಿ ಸಂಸದೀಯ ಮಂಡಳಿ ಸದಸ್ಯ ಬಿ.ಎಸ್. ಯಡಿಯೂರಪ್ಪ (6, 628, 336, 644)
davangere-table-row: 5 11 ಗಂಟೆಗೆ 26 ಸಾಮಾನ್ಯ 3,240/- 3,00,000/- (614, 524, 932, 538)
tarikere-sign: ಸಹಿ/- ಮುಖ್ಯಾಧಿಕಾರಿಗಳು, (527, 1389, 584, 1397)
davangere-term-item: 16. ಮಳಿಗೆ ಬಳಕೆ ಉದ್ದೇಶ ಬದಲಾವಣೆಗೆ ಪಾಲಿಕೆಯ ಪೂರ್ವಾನುಮತಿ ಕಡ್ಡಾಯ. (624, 895, 932, 904)
article1-headline: ನಮ್ಮದು ವಿಚಾರ ಪ್ರಧಾನವಾದ ನಂಬಿಕೆ (6, 73, 392, 111)
kuwsdb-left-emblem-icon (246, 961, 266, 981)
vtu-body-1: ಕುಲಸಚಿವರು, ವಿತಾವಿ, ಬೆಳಗಾವಿ ಇವರಿಂದ ನೋಂದಾಯಿತ ಅರ್ಹ ಗುತ್ತಿಗೆದಾರರಿಂದ ವಿಶ್ವವಿದ್ಯಾಲಯದ ಕ್ಯಾಂಪಸ್‌ನಲ್ಲಿ ಕೈಗೊಳ್ಳಲಿರುವ ವಿವಿಧ ಸಿವಿಲ್ ಹಾಗೂ ವಿದ್ಯುತ್ ಕಾಮಗಾರಿಗಳಿಗೆ ಇ-ಪ್ರೊಕ್ಯೂರ್‌ಮೆಂಟ್ ಪೋರ್ಟಲ್ ಮೂಲಕ ಟೆಂಡರ್ ಆಹ್ವಾನಿಸಲಾಗಿದೆ. (612, 119, 821, 144)
tarikere-table-row: 2 Supply of Refrigerator, Epilation Forceps, Pipette Set, Vacutainer, Centrifuge, Trial Set, Trial Frame(Adult Children), Streak Retinoscope, Torch (with Batteries), Lid Speculum 3300/- 590/- (247, 1232, 584, 1254)
tarikere-emblem-icon (308, 1103, 328, 1123)
davangere-term-item: 3. ಭಾಗವಹಿಸುವವರು ಆಧಾರ್ ಕಾರ್ಡ್ ಹಾಗೂ ಪಾನ್ ಕಾರ್ಡ್ ಪ್ರತಿಗಳನ್ನು ಕಡ್ಡಾಯವಾಗಿ ಹಾಜರುಪಡಿಸಬೇಕು. (624, 758, 932, 767)
